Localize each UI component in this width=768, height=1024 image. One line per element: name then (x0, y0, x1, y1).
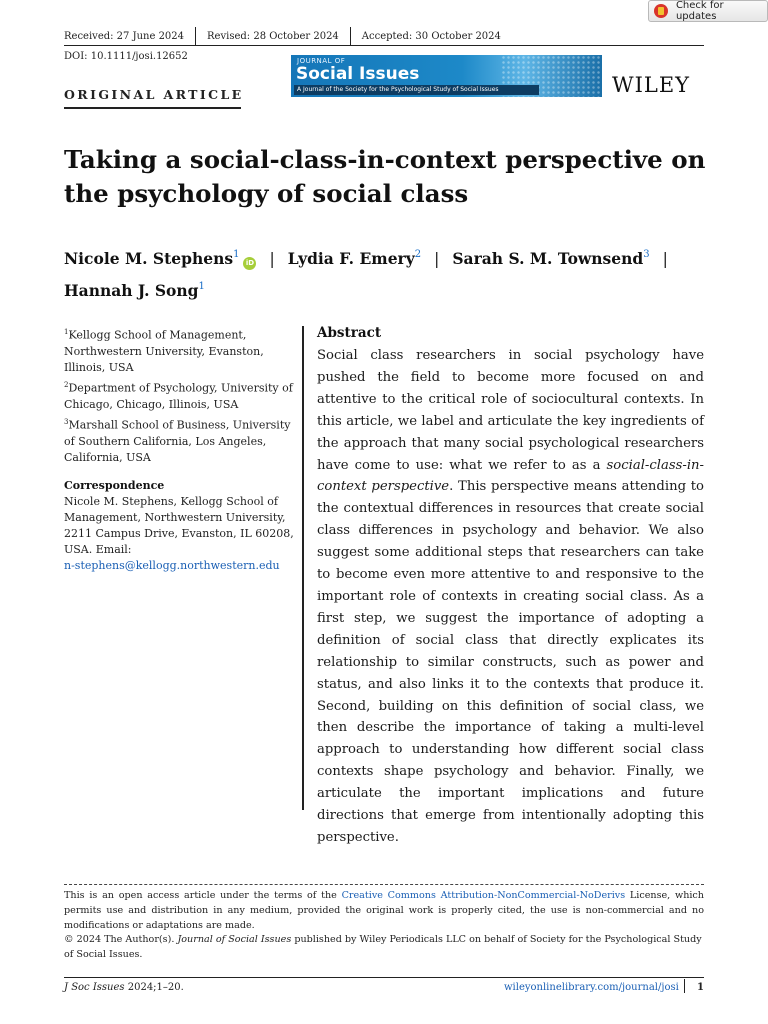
publisher-logo: WILEY (612, 73, 691, 97)
column-divider (302, 326, 304, 810)
author-name[interactable]: Nicole M. Stephens (64, 249, 234, 268)
author-name[interactable]: Sarah S. M. Townsend (452, 249, 644, 268)
check-for-updates-label: Check for updates (675, 0, 724, 22)
affiliation-number: 1 (64, 328, 69, 336)
affiliation-text: Kellogg School of Management, Northwestern University, Evanston, Illinois, USA (64, 328, 264, 374)
abstract-heading: Abstract (317, 325, 382, 341)
author-name[interactable]: Lydia F. Emery (287, 249, 415, 268)
correspondence-heading: Correspondence (64, 479, 165, 492)
affiliation (64, 377, 294, 413)
abstract-text: Social class researchers in social psychology have pushed the field to become more focused on and attentive to the critical role of sociocultural contexts. In this article, we label and articulate the key ingredients of the approach that many social psychological researchers have come to use: what we refer to as a (317, 348, 704, 473)
journal-name: Social Issues (296, 64, 420, 84)
check-for-updates-button[interactable] (648, 0, 768, 22)
journal-website-link[interactable]: wileyonlinelibrary.com/journal/josi (504, 982, 679, 993)
journal-prefix: JOURNAL OF (297, 57, 346, 65)
abstract-text: . This perspective means attending to the contextual differences in resources that create social class differences in psychology and behavior. We also suggest some additional steps that researchers can take to become even more attentive to and responsive to the important role of contexts in creating social class. As a first step, we suggest the importance of adopting a definition of social class that directly explicates its relationship to similar constructs, such as power and status, and also links it to the contexts that produce it. Second, building on this definition of social class, we then describe the importance of taking a multi-level approach to understanding how different social class contexts shape psychology and behavior. Finally, we articulate the important implications and future directions that emerge from intentionally adopting this perspective. (317, 479, 704, 845)
author-separator: | (662, 250, 668, 268)
author-affiliation-ref[interactable]: 2 (414, 249, 422, 260)
license-note (64, 888, 704, 933)
footnote-rule (64, 884, 704, 885)
copyright-note (64, 932, 704, 962)
article-dates (64, 27, 501, 45)
affiliation-number: 2 (64, 381, 69, 389)
journal-banner[interactable] (291, 55, 602, 97)
journal-tagline: A Journal of the Society for the Psychological Study of Social Issues (294, 85, 539, 95)
license-text: License, which permits use and distribution in any medium, provided the original work is properly cited, the use is non-commercial and no modifications or adaptations are made. (64, 890, 704, 931)
divider (350, 27, 351, 45)
footer-rule (64, 977, 704, 978)
copyright-journal: Journal of Social Issues (177, 934, 292, 945)
article-type: ORIGINAL ARTICLE (64, 87, 244, 102)
author-name[interactable]: Hannah J. Song (64, 281, 199, 300)
affiliation (64, 324, 294, 376)
affiliation-text: Department of Psychology, University of Chicago, Chicago, Illinois, USA (64, 381, 293, 411)
affiliation-text: Marshall School of Business, University of Southern California, Los Angeles, California, USA (64, 418, 291, 464)
revised-date: Revised: 28 October 2024 (207, 30, 339, 42)
accepted-date: Accepted: 30 October 2024 (361, 30, 501, 42)
citation-journal: J Soc Issues (64, 982, 125, 993)
page-number: 1 (697, 982, 704, 993)
affiliation-number: 3 (64, 418, 69, 426)
doi: DOI: 10.1111/josi.12652 (64, 51, 188, 62)
correspondence-email-link[interactable]: n-stephens@kellogg.northwestern.edu (64, 559, 280, 572)
abstract-body (317, 345, 704, 849)
crossmark-icon (654, 4, 668, 18)
citation-details: 2024;1–20. (124, 982, 184, 993)
article-type-rule (64, 107, 241, 109)
author-affiliation-ref[interactable]: 1 (198, 281, 205, 292)
received-date: Received: 27 June 2024 (64, 30, 185, 42)
author-list (64, 241, 714, 304)
affiliation (64, 414, 294, 466)
author-separator: | (434, 250, 440, 268)
author-affiliation-ref[interactable]: 1 (233, 249, 240, 260)
journal-citation (64, 982, 184, 993)
correspondence (64, 494, 294, 574)
abstract-emphasis: social-class-in-context perspective (317, 457, 704, 495)
divider (684, 979, 685, 993)
author-separator: | (269, 250, 275, 268)
author-affiliation-ref[interactable]: 3 (643, 249, 650, 260)
copyright-text: © 2024 The Author(s). (64, 934, 178, 945)
header-rule (64, 45, 704, 46)
copyright-text: published by Wiley Periodicals LLC on behalf of Society for the Psychological Study of Social Issues. (64, 934, 702, 960)
license-text: This is an open access article under the terms of the (64, 890, 342, 901)
correspondence-text: Nicole M. Stephens, Kellogg School of Management, Northwestern University, 2211 Campus Drive, Evanston, IL 60208, USA. Email: (64, 495, 294, 556)
divider (195, 27, 196, 45)
orcid-icon[interactable]: iD (243, 257, 256, 270)
license-link[interactable]: Creative Commons Attribution-NonCommercial-NoDerivs (341, 890, 626, 901)
article-title: Taking a social-class-in-context perspective on the psychology of social class (64, 145, 706, 208)
